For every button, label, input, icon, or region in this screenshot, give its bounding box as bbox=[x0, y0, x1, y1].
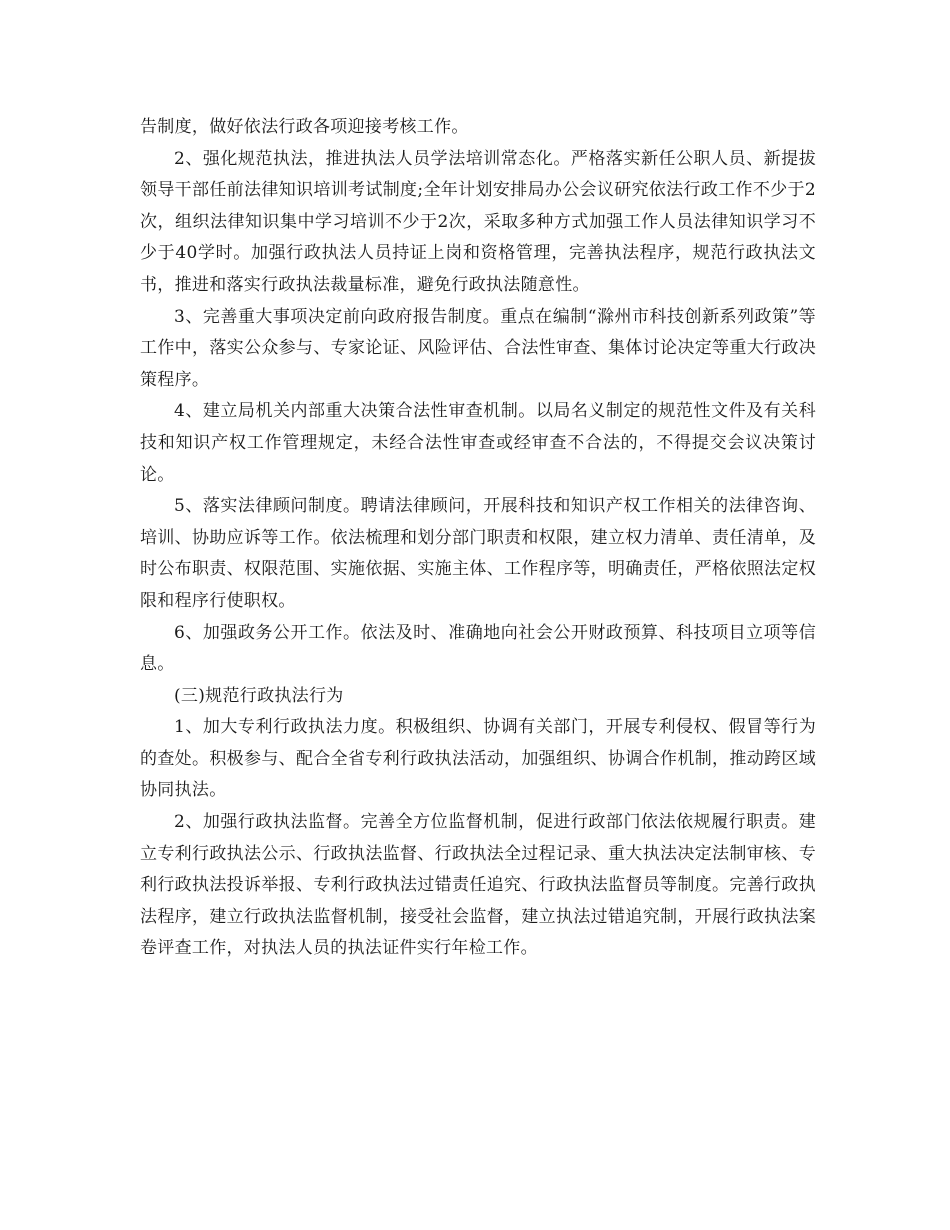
paragraph-item-2: 2、强化规范执法，推进执法人员学法培训常态化。严格落实新任公职人员、新提拔领导干部任前法律知识培训考试制度;全年计划安排局办公会议研究依法行政工作不少于2次，组织法律知识集中学习培训不少于2次，采取多种方式加强工作人员法律知识学习不少于40学时。加强行政执法人员持证上岗和资格管理，完善执法程序，规范行政执法文书，推进和落实行政执法裁量标准，避免行政执法随意性。 bbox=[140, 148, 816, 295]
paragraph-item-6: 6、加强政务公开工作。依法及时、准确地向社会公开财政预算、科技项目立项等信息。 bbox=[140, 622, 816, 675]
paragraph-enforcement-2: 2、加强行政执法监督。完善全方位监督机制，促进行政部门依法依规履行职责。建立专利行政执法公示、行政执法监督、行政执法全过程记录、重大执法决定法制审核、专利行政执法投诉举报、专利行政执法过错责任追究、行政执法监督员等制度。完善行政执法程序，建立行政执法监督机制，接受社会监督，建立执法过错追究制，开展行政执法案卷评查工作，对执法人员的执法证件实行年检工作。 bbox=[140, 812, 816, 959]
section-heading: (三)规范行政执法行为 bbox=[174, 685, 344, 706]
paragraph-continuation: 告制度，做好依法行政各项迎接考核工作。 bbox=[140, 117, 469, 137]
paragraph-item-4: 4、建立局机关内部重大决策合法性审查机制。以局名义制定的规范性文件及有关科技和知识产权工作管理规定，未经合法性审查或经审查不合法的，不得提交会议决策讨论。 bbox=[140, 401, 816, 485]
paragraph-item-5: 5、落实法律顾问制度。聘请法律顾问，开展科技和知识产权工作相关的法律咨询、培训、协助应诉等工作。依法梳理和划分部门职责和权限，建立权力清单、责任清单，及时公布职责、权限范围、实施依据、实施主体、工作程序等，明确责任，严格依照法定权限和程序行使职权。 bbox=[140, 496, 816, 611]
paragraph-item-3: 3、完善重大事项决定前向政府报告制度。重点在编制“滁州市科技创新系列政策”等工作中，落实公众参与、专家论证、风险评估、合法性审查、集体讨论决定等重大行政决策程序。 bbox=[140, 306, 816, 390]
document-page bbox=[140, 112, 816, 965]
paragraph-enforcement-1: 1、加大专利行政执法力度。积极组织、协调有关部门，开展专利侵权、假冒等行为的查处。积极参与、配合全省专利行政执法活动，加强组织、协调合作机制，推动跨区域协同执法。 bbox=[140, 717, 816, 801]
